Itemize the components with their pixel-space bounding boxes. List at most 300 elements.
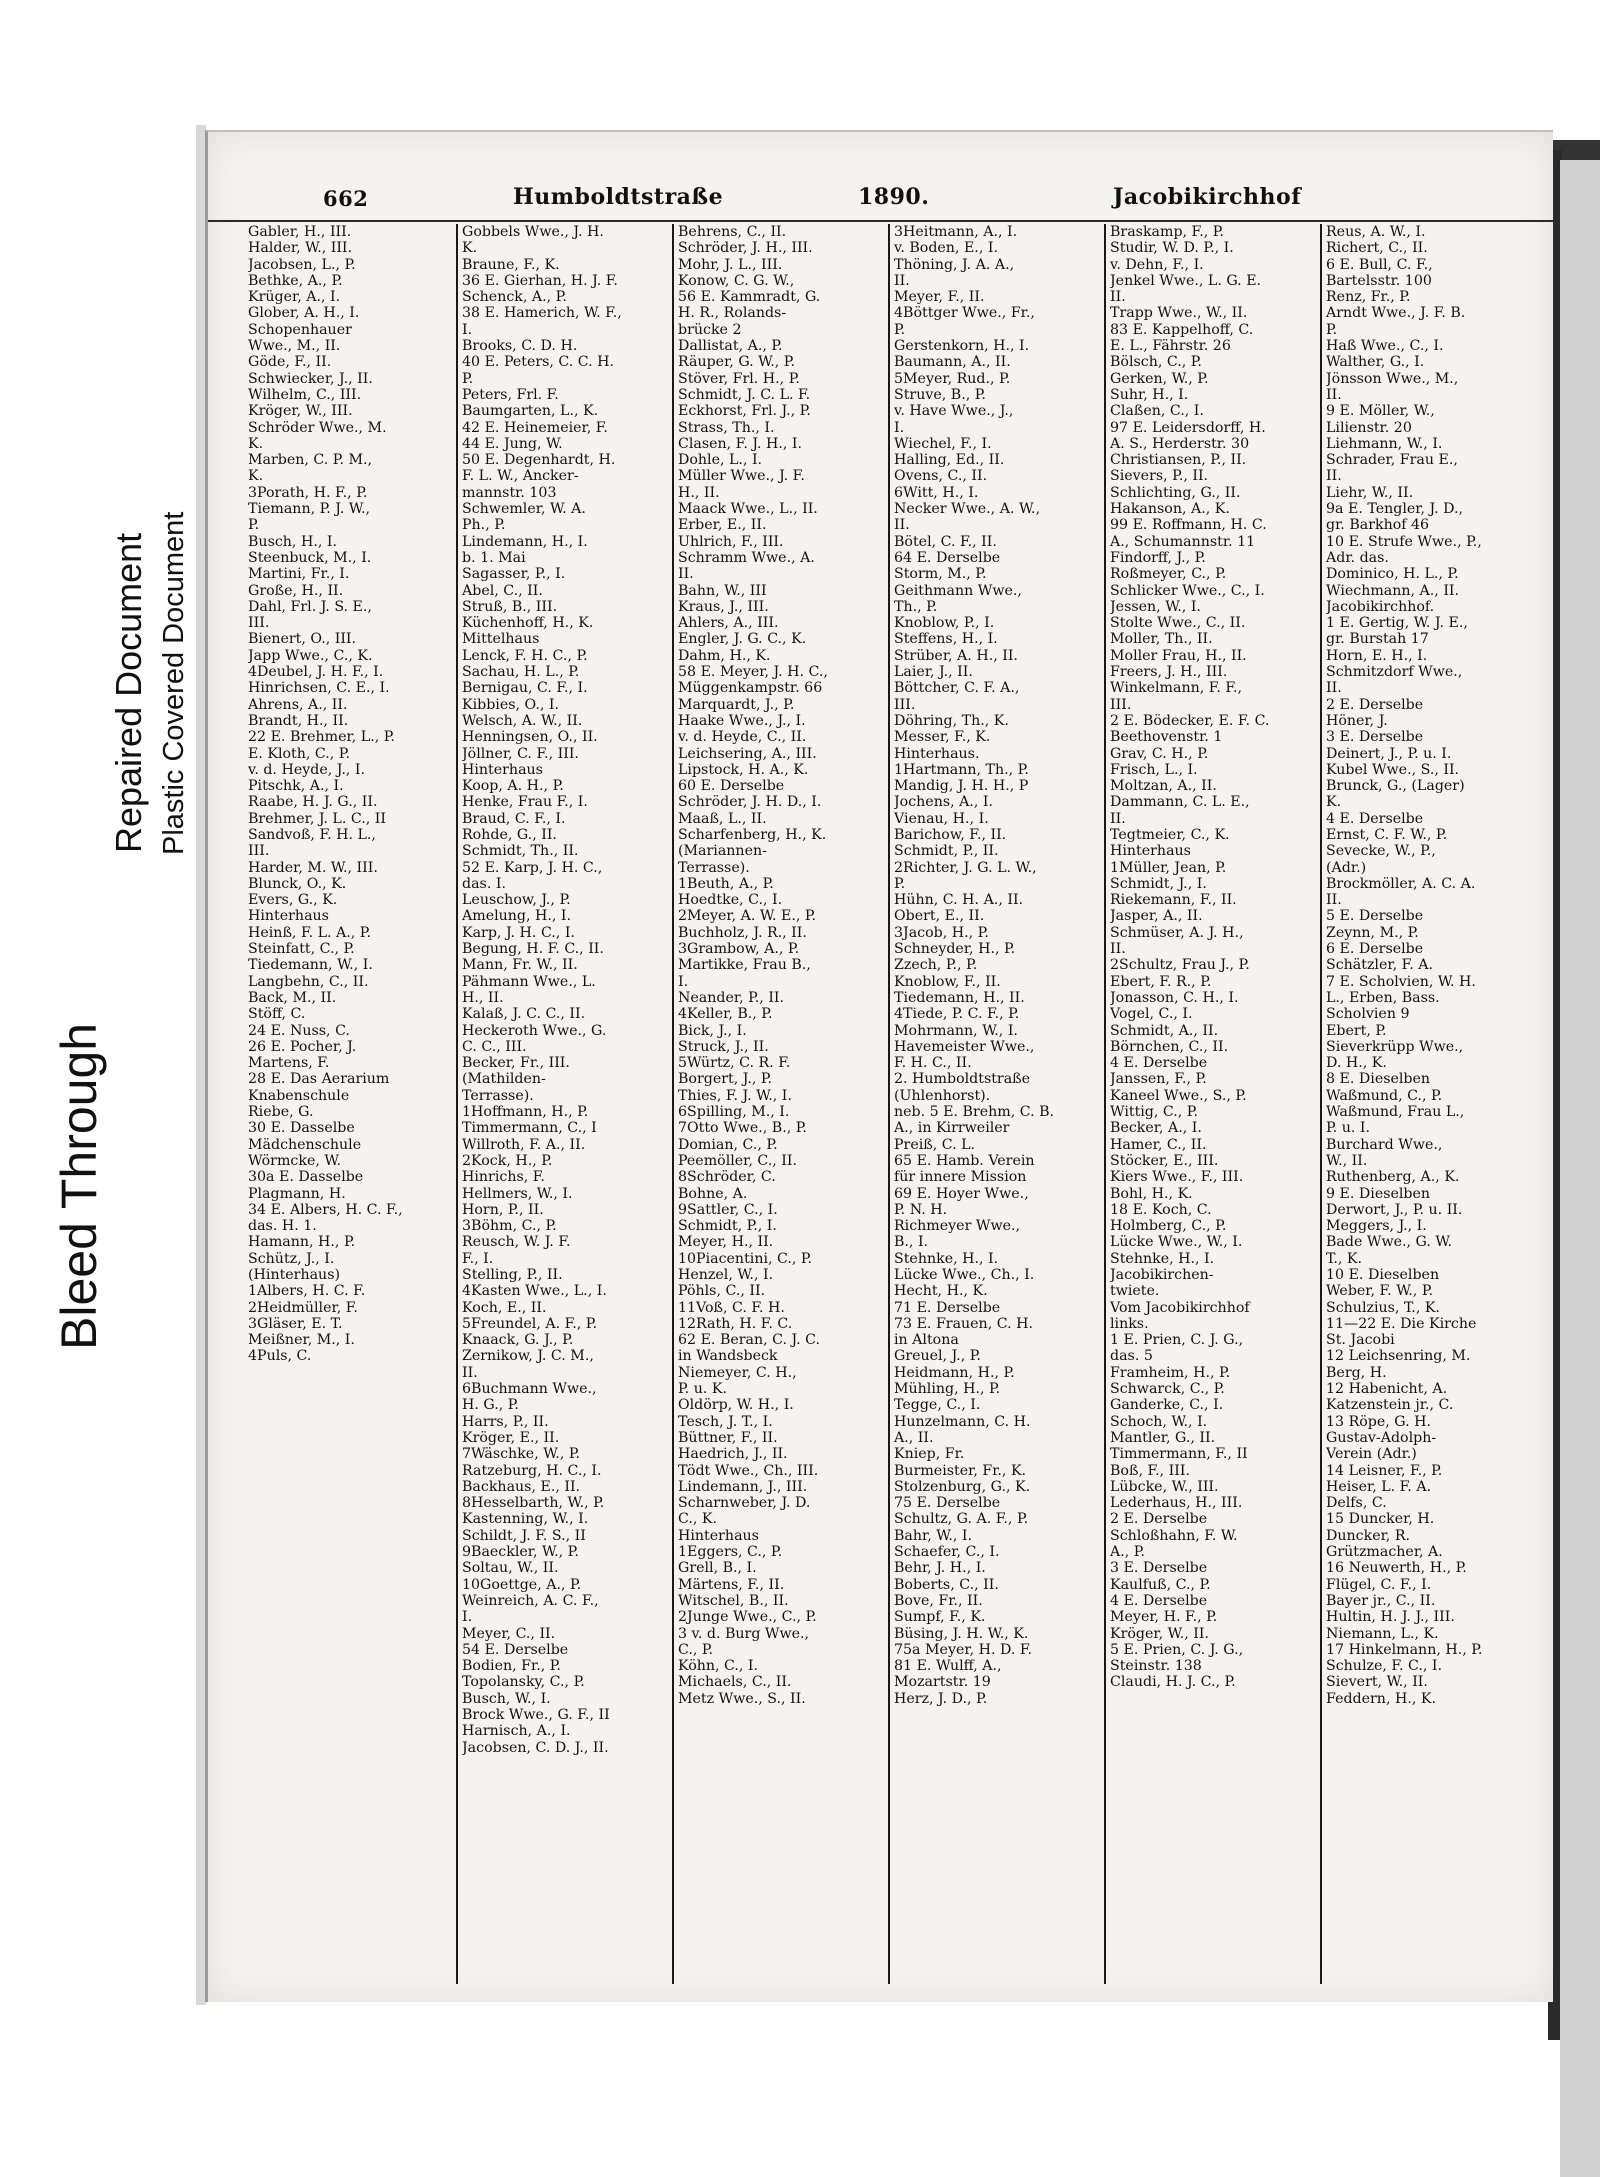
directory-entry: 2Meyer, A. W. E., P. <box>678 908 817 925</box>
directory-entry: Soltau, W., II. <box>462 1560 559 1577</box>
directory-entry: Steffens, H., I. <box>894 631 998 648</box>
directory-entry: Gabler, H., III. <box>248 224 352 240</box>
directory-entry: 22 E. Brehmer, L., P. <box>248 729 395 746</box>
directory-entry: 40 E. Peters, C. C. H. <box>462 354 615 371</box>
directory-entry: Burchard Wwe., <box>1326 1136 1443 1153</box>
directory-entry: 10Goettge, A., P. <box>462 1576 582 1593</box>
directory-entry: St. Jacobi <box>1326 1332 1395 1349</box>
directory-entry: Börnchen, C., II. <box>1110 1038 1229 1055</box>
directory-entry: Meggers, J., I. <box>1326 1218 1427 1235</box>
directory-entry: Weber, F. W., P. <box>1326 1283 1433 1300</box>
directory-entry: Frisch, L., I. <box>1110 761 1198 778</box>
directory-entry: 5Meyer, Rud., P. <box>894 370 1011 387</box>
directory-entry: Back, M., II. <box>248 989 337 1006</box>
directory-entry: Tiedemann, H., II. <box>894 989 1025 1006</box>
directory-entry: P. <box>248 517 260 534</box>
directory-entry: II. <box>894 517 910 534</box>
directory-entry: 28 E. Das Aerarium <box>248 1071 390 1088</box>
directory-entry: Jonasson, C. H., I. <box>1110 989 1239 1006</box>
directory-entry: 1Eggers, C., P. <box>678 1544 783 1561</box>
directory-entry: II. <box>1326 892 1342 909</box>
directory-entry: Mühling, H., P. <box>894 1381 1001 1398</box>
directory-entry: 16 Neuwerth, H., P. <box>1326 1560 1467 1577</box>
directory-entry: Studir, W. D. P., I. <box>1110 240 1234 257</box>
directory-entry: Japp Wwe., C., K. <box>248 647 373 664</box>
directory-entry: Liehr, W., II. <box>1326 484 1414 501</box>
directory-entry: Metz Wwe., S., II. <box>678 1690 806 1707</box>
directory-entry: L., Erben, Bass. <box>1326 989 1440 1006</box>
directory-entry: b. 1. Mai <box>462 549 526 566</box>
directory-entry: Böttcher, C. F. A., <box>894 680 1020 697</box>
directory-entry: 2Schultz, Frau J., P. <box>1110 957 1250 974</box>
directory-entry: 7Wäschke, W., P. <box>462 1446 581 1463</box>
directory-entry: Waßmund, C., P. <box>1326 1087 1443 1104</box>
directory-entry: 8Hesselbarth, W., P. <box>462 1495 605 1512</box>
directory-entry: Konow, C. G. W., <box>678 272 795 289</box>
directory-entry: 3 v. d. Burg Wwe., <box>678 1625 810 1642</box>
directory-entry: P. <box>894 321 906 338</box>
directory-entry: Steinfatt, C., P. <box>248 941 355 958</box>
directory-entry: Tödt Wwe., Ch., III. <box>678 1462 819 1479</box>
directory-entry: I. <box>462 321 473 338</box>
directory-entry: Laier, J., II. <box>894 664 973 681</box>
directory-entry: 11—22 E. Die Kirche <box>1326 1315 1477 1332</box>
directory-entry: Backhaus, E., II. <box>462 1478 581 1495</box>
directory-entry: Pitschk, A., I. <box>248 778 344 795</box>
directory-entry: (Mariannen- <box>678 843 767 860</box>
directory-entry: Schwiecker, J., II. <box>248 370 373 387</box>
directory-entry: Jacobikirchhof. <box>1326 598 1435 615</box>
directory-entry: Märtens, F., II. <box>678 1576 785 1593</box>
directory-entry: Schmidt, A., II. <box>1110 1022 1219 1039</box>
directory-entry: Strass, Th., I. <box>678 419 775 436</box>
directory-entry: Peters, Frl. F. <box>462 386 559 403</box>
directory-entry: Jacobsen, C. D. J., II. <box>462 1739 609 1756</box>
directory-entry: Lücke Wwe., W., I. <box>1110 1234 1243 1251</box>
directory-entry: Adr. das. <box>1326 549 1389 566</box>
directory-entry: Engler, J. G. C., K. <box>678 631 807 648</box>
directory-entry: Lenck, F. H. C., P. <box>462 647 588 664</box>
directory-entry: Feddern, H., K. <box>1326 1690 1436 1707</box>
column-5 <box>1110 224 1314 1691</box>
directory-entry: Sachau, H. L., P. <box>462 664 580 681</box>
directory-entry: Jasper, A., II. <box>1110 908 1203 925</box>
directory-entry: Boß, F., III. <box>1110 1462 1190 1479</box>
directory-entry: Willroth, F. A., II. <box>462 1136 586 1153</box>
directory-entry: I. <box>678 973 689 990</box>
directory-entry: 4Deubel, J. H. F., I. <box>248 664 384 681</box>
directory-entry: 1Beuth, A., P. <box>678 875 774 892</box>
directory-entry: Langbehn, C., II. <box>248 973 369 990</box>
directory-entry: 62 E. Beran, C. J. C. <box>678 1332 820 1349</box>
directory-entry: Moller, Th., II. <box>1110 631 1213 648</box>
directory-entry: Brock Wwe., G. F., II <box>462 1707 610 1724</box>
directory-entry: 54 E. Derselbe <box>462 1641 569 1658</box>
directory-entry: 97 E. Leidersdorff, H. <box>1110 419 1266 436</box>
directory-entry: Vogel, C., I. <box>1110 1006 1193 1023</box>
directory-entry: Bethke, A., P. <box>248 272 343 289</box>
directory-entry: II. <box>1326 680 1342 697</box>
directory-entry: 18 E. Koch, C. <box>1110 1201 1212 1218</box>
directory-entry: (Adr.) <box>1326 859 1367 876</box>
directory-entry: Knoblow, F., II. <box>894 973 1001 990</box>
directory-entry: Halder, W., III. <box>248 240 353 257</box>
directory-entry: Thies, F. J. W., I. <box>678 1087 792 1104</box>
directory-entry: Mandig, J. H. H., P <box>894 778 1029 795</box>
directory-entry: H. R., Rolands- <box>678 305 787 322</box>
column-2 <box>462 224 666 1756</box>
directory-entry: Framheim, H., P. <box>1110 1364 1231 1381</box>
directory-entry: Knoblow, P., I. <box>894 615 995 632</box>
directory-entry: Haß Wwe., C., I. <box>1326 338 1444 355</box>
directory-entry: 6Witt, H., I. <box>894 484 979 501</box>
directory-entry: 5Freundel, A. F., P. <box>462 1315 597 1332</box>
directory-entry: Maaß, L., II. <box>678 810 767 827</box>
directory-entry: Tiemann, P. J. W., <box>248 501 371 518</box>
directory-entry: Lücke Wwe., Ch., I. <box>894 1267 1035 1283</box>
directory-entry: Schultz, G. A. F., P. <box>894 1511 1029 1528</box>
directory-entry: Horn, E. H., I. <box>1326 647 1428 664</box>
directory-entry: Bernigau, C. F., I. <box>462 680 588 697</box>
directory-entry: Jacobikirchen- <box>1110 1267 1214 1283</box>
directory-entry: 6 E. Bull, C. F., <box>1326 256 1433 273</box>
directory-entry: Bötel, C. F., II. <box>894 533 997 550</box>
directory-entry: Freers, J. H., III. <box>1110 664 1228 681</box>
directory-entry: Schulzius, T., K. <box>1326 1299 1440 1316</box>
directory-entry: Waßmund, Frau L., <box>1326 1104 1465 1121</box>
directory-entry: 75 E. Derselbe <box>894 1495 1001 1512</box>
directory-entry: Vienau, H., I. <box>894 810 989 827</box>
directory-entry: 1 E. Gertig, W. J. E., <box>1326 615 1468 632</box>
directory-entry: Martens, F. <box>248 1055 330 1072</box>
directory-entry: 13 Röpe, G. H. <box>1326 1413 1432 1430</box>
directory-entry: gr. Burstah 17 <box>1326 631 1429 648</box>
directory-entry: Bodien, Fr., P. <box>462 1658 561 1675</box>
directory-entry: Jenkel Wwe., L. G. E. <box>1110 272 1262 289</box>
directory-entry: Brockmöller, A. C. A. <box>1326 875 1476 892</box>
label-bleed-through: Bleed Through <box>51 1022 107 1350</box>
directory-entry: Bahr, W., I. <box>894 1527 973 1544</box>
directory-entry: 2. Humboldtstraße <box>894 1071 1031 1088</box>
directory-entry: Raabe, H. J. G., II. <box>248 794 378 811</box>
directory-entry: Gerstenkorn, H., I. <box>894 338 1030 355</box>
directory-entry: E. Kloth, C., P. <box>248 745 350 762</box>
directory-entry: III. <box>248 843 270 860</box>
directory-entry: III. <box>248 615 270 632</box>
directory-entry: Knaack, G. J., P. <box>462 1332 574 1349</box>
directory-entry: Meyer, C., II. <box>462 1625 556 1642</box>
directory-entry: Ganderke, C., I. <box>1110 1397 1224 1414</box>
directory-entry: Köhn, C., I. <box>678 1658 759 1675</box>
header-rule <box>208 220 1553 222</box>
directory-entry: Begung, H. F. C., II. <box>462 941 604 958</box>
directory-entry: Wiechel, F., I. <box>894 435 992 452</box>
directory-entry: Arndt Wwe., J. F. B. <box>1326 305 1466 322</box>
directory-entry: Welsch, A. W., II. <box>462 712 583 729</box>
directory-entry: 12 Habenicht, A. <box>1326 1381 1448 1398</box>
directory-entry: Hinterhaus <box>248 908 329 925</box>
directory-entry: Lederhaus, H., III. <box>1110 1495 1243 1512</box>
directory-entry: Richmeyer Wwe., <box>894 1218 1020 1235</box>
directory-entry: Christiansen, P., II. <box>1110 452 1247 469</box>
directory-entry: Tiedemann, W., I. <box>248 957 373 974</box>
directory-entry: Gobbels Wwe., J. H. <box>462 224 604 240</box>
directory-entry: H., II. <box>678 484 720 501</box>
directory-entry: twiete. <box>1110 1283 1160 1300</box>
directory-entry: 56 E. Kammradt, G. <box>678 289 821 306</box>
column-4 <box>894 224 1098 1707</box>
directory-entry: Brehmer, J. L. C., II <box>248 810 386 827</box>
directory-entry: Schramm Wwe., A. <box>678 549 815 566</box>
directory-entry: 3 E. Derselbe <box>1110 1560 1208 1577</box>
directory-entry: Horn, P., II. <box>462 1201 544 1218</box>
directory-entry: Weinreich, A. C. F., <box>462 1592 599 1609</box>
directory-entry: Ebert, P. <box>1326 1022 1387 1039</box>
directory-entry: Steinstr. 138 <box>1110 1658 1202 1675</box>
directory-entry: F. H. C., II. <box>894 1055 972 1072</box>
directory-entry: Mohrmann, W., I. <box>894 1022 1018 1039</box>
directory-entry: Marquardt, J., P. <box>678 696 795 713</box>
directory-entry: (Uhlenhorst). <box>894 1087 991 1104</box>
directory-entry: 2Heidmüller, F. <box>248 1299 358 1316</box>
directory-entry: P. N. H. <box>894 1201 948 1218</box>
directory-entry: Krüger, A., I. <box>248 289 341 306</box>
directory-entry: 4Tiede, P. C. F., P. <box>894 1006 1020 1023</box>
directory-entry: 3Jacob, H., P. <box>894 924 989 941</box>
directory-entry: II. <box>1326 386 1342 403</box>
directory-entry: Lindemann, J., III. <box>678 1478 808 1495</box>
directory-entry: II. <box>894 272 910 289</box>
directory-entry: 11Voß, C. F. H. <box>678 1299 785 1316</box>
directory-entry: 42 E. Heinemeier, F. <box>462 419 608 436</box>
directory-entry: 4 E. Derselbe <box>1110 1055 1208 1072</box>
directory-entry: 4Böttger Wwe., Fr., <box>894 305 1035 322</box>
directory-entry: Struß, B., III. <box>462 598 558 615</box>
directory-entry: das. 5 <box>1110 1348 1153 1365</box>
directory-entry: Bayer jr., C., II. <box>1326 1592 1436 1609</box>
directory-entry: 9a E. Tengler, J. D., <box>1326 501 1464 518</box>
label-plastic-covered-document: Plastic Covered Document <box>158 511 190 855</box>
directory-entry: Schütz, J., I. <box>248 1250 335 1267</box>
directory-entry: Trapp Wwe., W., II. <box>1110 305 1248 322</box>
directory-entry: A., II. <box>894 1429 934 1446</box>
directory-entry: gr. Barkhof 46 <box>1326 517 1430 534</box>
directory-entry: Renz, Fr., P. <box>1326 289 1411 306</box>
directory-entry: H. G., P. <box>462 1397 519 1414</box>
directory-entry: III. <box>1110 696 1132 713</box>
directory-entry: Stelling, P., II. <box>462 1267 563 1283</box>
directory-entry: 10 E. Strufe Wwe., P., <box>1326 533 1482 550</box>
directory-entry: Sieverkrüpp Wwe., <box>1326 1038 1464 1055</box>
directory-entry: 69 E. Hoyer Wwe., <box>894 1185 1029 1202</box>
directory-entry: Ruthenberg, A., K. <box>1326 1169 1460 1186</box>
directory-entry: Storm, M., P. <box>894 566 987 583</box>
directory-entry: 9Sattler, C., I. <box>678 1201 778 1218</box>
directory-entry: 99 E. Roffmann, H. C. <box>1110 517 1267 534</box>
directory-entry: Wilhelm, C., III. <box>248 386 362 403</box>
directory-entry: Dammann, C. L. E., <box>1110 794 1250 811</box>
directory-entry: 73 E. Frauen, C. H. <box>894 1315 1033 1332</box>
directory-entry: Hunzelmann, C. H. <box>894 1413 1031 1430</box>
directory-entry: B., I. <box>894 1234 929 1251</box>
directory-entry: Kröger, E., II. <box>462 1429 560 1446</box>
directory-entry: Haake Wwe., J., I. <box>678 712 806 729</box>
directory-entry: 75a Meyer, H. D. F. <box>894 1641 1033 1658</box>
directory-entry: II. <box>1110 941 1126 958</box>
directory-entry: Brunck, G., (Lager) <box>1326 778 1465 795</box>
directory-entry: Halling, Ed., II. <box>894 452 1005 469</box>
directory-entry: 3 E. Derselbe <box>1326 729 1424 746</box>
directory-entry: Braskamp, F., P. <box>1110 224 1224 240</box>
directory-entry: (Hinterhaus) <box>248 1267 341 1283</box>
directory-entry: Evers, G., K. <box>248 892 338 909</box>
directory-entry: Schlicker Wwe., C., I. <box>1110 582 1265 599</box>
directory-entry: Kaneel Wwe., S., P. <box>1110 1087 1247 1104</box>
directory-entry: 15 Duncker, H. <box>1326 1511 1435 1528</box>
directory-entry: Messer, F., K. <box>894 729 991 746</box>
directory-entry: Dallistat, A., P. <box>678 338 783 355</box>
column-rule <box>1320 224 1322 1984</box>
directory-entry: Scharnweber, J. D. <box>678 1495 811 1512</box>
directory-entry: Sievert, W., II. <box>1326 1674 1428 1691</box>
directory-entry: Schoch, W., I. <box>1110 1413 1208 1430</box>
directory-entry: Blunck, O., K. <box>248 875 347 892</box>
directory-entry: K. <box>248 468 264 485</box>
directory-entry: Bohl, H., K. <box>1110 1185 1193 1202</box>
directory-entry: Küchenhoff, H., K. <box>462 615 594 632</box>
directory-entry: Mozartstr. 19 <box>894 1674 991 1691</box>
header-right-title: Jacobikirchhof <box>1113 184 1302 210</box>
directory-entry: Dahm, H., K. <box>678 647 771 664</box>
directory-entry: Höner, J. <box>1326 712 1388 729</box>
directory-entry: Brandt, H., II. <box>248 712 349 729</box>
directory-entry: Stehnke, H., I. <box>1110 1250 1215 1267</box>
directory-entry: C., K. <box>678 1511 717 1528</box>
directory-entry: Braune, F., K. <box>462 256 560 273</box>
directory-entry: Bohne, A. <box>678 1185 748 1202</box>
directory-entry: 44 E. Jung, W. <box>462 435 563 452</box>
directory-entry: Stöcker, E., III. <box>1110 1152 1219 1169</box>
directory-entry: Boberts, C., II. <box>894 1576 999 1593</box>
directory-entry: 4 E. Derselbe <box>1326 810 1424 827</box>
directory-entry: K. <box>248 435 264 452</box>
directory-entry: Grell, B., I. <box>678 1560 757 1577</box>
directory-entry: 2 E. Derselbe <box>1110 1511 1208 1528</box>
directory-entry: Janssen, F., P. <box>1110 1071 1207 1088</box>
directory-entry: Jessen, W., I. <box>1110 598 1201 615</box>
directory-entry: Zzech, P., P. <box>894 957 978 974</box>
directory-entry: Hamer, C., II. <box>1110 1136 1207 1153</box>
directory-entry: 2Richter, J. G. L. W., <box>894 859 1037 876</box>
directory-entry: Domian, C., P. <box>678 1136 778 1153</box>
directory-entry: Timmermann, F., II <box>1110 1446 1248 1463</box>
directory-entry: Sevecke, W., P., <box>1326 843 1436 860</box>
directory-entry: 50 E. Degenhardt, H. <box>462 452 616 469</box>
directory-entry: P. <box>1326 321 1338 338</box>
directory-entry: Marben, C. P. M., <box>248 452 373 469</box>
directory-entry: 5 E. Derselbe <box>1326 908 1424 925</box>
directory-entry: Schröder, J. H., III. <box>678 240 813 257</box>
directory-entry: 83 E. Kappelhoff, C. <box>1110 321 1254 338</box>
directory-entry: Richert, C., II. <box>1326 240 1428 257</box>
directory-entry: Harrs, P., II. <box>462 1413 549 1430</box>
directory-entry: Glober, A. H., I. <box>248 305 360 322</box>
directory-entry: Braud, C. F., I. <box>462 810 566 827</box>
directory-entry: Koop, A. H., P. <box>462 778 564 795</box>
directory-entry: Roßmeyer, C., P. <box>1110 566 1227 583</box>
directory-entry: Bartelsstr. 100 <box>1326 272 1432 289</box>
directory-entry: Bölsch, C., P. <box>1110 354 1202 371</box>
directory-entry: Delfs, C. <box>1326 1495 1387 1512</box>
directory-entry: Witschel, B., II. <box>678 1592 789 1609</box>
directory-entry: 12Rath, H. F. C. <box>678 1315 793 1332</box>
directory-entry: Strüber, A. H., II. <box>894 647 1018 664</box>
directory-entry: Berg, H. <box>1326 1364 1387 1381</box>
directory-entry: Verein (Adr.) <box>1326 1446 1417 1463</box>
directory-entry: Hinrichs, F. <box>462 1169 545 1186</box>
directory-entry: Schwarck, C., P. <box>1110 1381 1225 1398</box>
directory-entry: Geithmann Wwe., <box>894 582 1022 599</box>
directory-entry: Mittelhaus <box>462 631 540 648</box>
scan-background-right <box>1560 160 1600 2177</box>
directory-entry: Reus, A. W., I. <box>1326 224 1426 240</box>
directory-entry: 4Kasten Wwe., L., I. <box>462 1283 607 1300</box>
directory-entry: 1 E. Prien, C. J. G., <box>1110 1332 1244 1349</box>
directory-entry: Göde, F., II. <box>248 354 332 371</box>
directory-entry: Herz, J. D., P. <box>894 1690 988 1707</box>
directory-entry: Lipstock, H. A., K. <box>678 761 809 778</box>
column-1 <box>248 224 448 1365</box>
directory-entry: 26 E. Pocher, J. <box>248 1038 357 1055</box>
directory-entry: Stöff, C. <box>248 1006 306 1023</box>
directory-entry: 6Spilling, M., I. <box>678 1104 790 1121</box>
directory-entry: Brooks, C. D. H. <box>462 338 578 355</box>
directory-entry: 4Keller, B., P. <box>678 1006 773 1023</box>
directory-entry: Schlichting, G., II. <box>1110 484 1241 501</box>
directory-entry: Winkelmann, F. F., <box>1110 680 1243 697</box>
directory-entry: W., II. <box>1326 1152 1368 1169</box>
directory-entry: Wörmcke, W. <box>248 1152 341 1169</box>
directory-entry: Schmidt, J., I. <box>1110 875 1207 892</box>
directory-entry: 3Gläser, E. T. <box>248 1315 343 1332</box>
directory-entry: 2Junge Wwe., C., P. <box>678 1609 817 1626</box>
directory-entry: Karp, J. H. C., I. <box>462 924 575 941</box>
directory-entry: II. <box>1326 468 1342 485</box>
directory-entry: Schröder, J. H. D., I. <box>678 794 822 811</box>
directory-entry: II. <box>462 1364 478 1381</box>
directory-entry: P. u. K. <box>678 1381 727 1398</box>
directory-entry: Mann, Fr. W., II. <box>462 957 578 974</box>
directory-entry: A. S., Herderstr. 30 <box>1110 435 1250 452</box>
scanned-page <box>205 130 1553 2002</box>
directory-entry: 65 E. Hamb. Verein <box>894 1152 1035 1169</box>
directory-entry: T., K. <box>1326 1250 1363 1267</box>
directory-entry: Büsing, J. H. W., K. <box>894 1625 1029 1642</box>
directory-entry: 81 E. Wulff, A., <box>894 1658 1002 1675</box>
directory-entry: in Altona <box>894 1332 959 1349</box>
directory-entry: 8Schröder, C. <box>678 1169 776 1186</box>
directory-entry: Becker, Fr., III. <box>462 1055 570 1072</box>
column-6 <box>1326 224 1538 1707</box>
directory-entry: Hecht, H., K. <box>894 1283 988 1300</box>
directory-entry: 38 E. Hamerich, W. F., <box>462 305 622 322</box>
directory-entry: 10Piacentini, C., P. <box>678 1250 813 1267</box>
directory-entry: Kröger, W., III. <box>248 403 353 420</box>
directory-entry: Jacobsen, L., P. <box>248 256 356 273</box>
directory-entry: Sandvoß, F. H. L., <box>248 826 376 843</box>
directory-entry: Grav, C. H., P. <box>1110 745 1209 762</box>
directory-entry: Tegtmeier, C., K. <box>1110 826 1230 843</box>
